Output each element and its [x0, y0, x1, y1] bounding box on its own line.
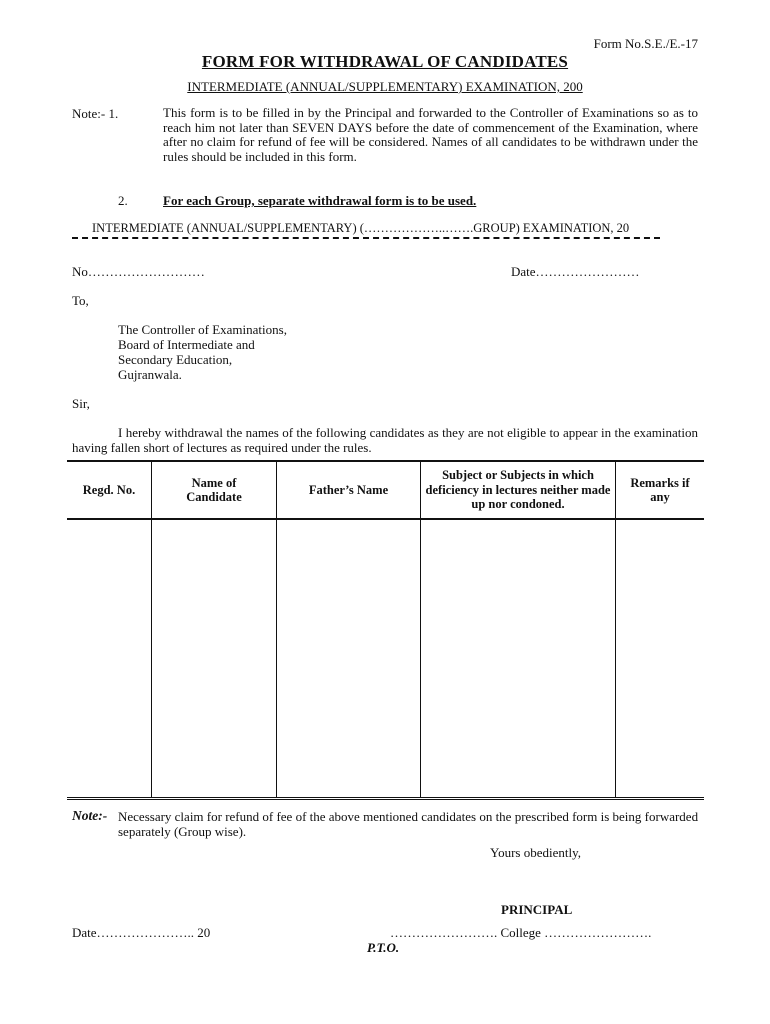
table-bottom-rule [67, 797, 704, 800]
address-line: Gujranwala. [118, 367, 182, 382]
recipient-address [118, 322, 418, 382]
header-deficient-subjects: Subject or Subjects in which deficiency in lectures neither made up nor condoned. [425, 468, 611, 512]
footer-note-text: Necessary claim for refund of fee of the above mentioned candidates on the prescribed form is being forwarded separately (Group wise). [118, 809, 699, 839]
signatory-title: PRINCIPAL [501, 902, 573, 917]
closing: Yours obediently, [490, 845, 582, 860]
college-field: ……………………. College ……………………. [390, 925, 652, 940]
date-field: Date…………………… [511, 264, 640, 279]
note-label: Note:- 1. [72, 106, 119, 121]
note-2-number: 2. [118, 193, 128, 208]
candidates-table [67, 460, 704, 800]
form-number: Form No.S.E./E.-17 [593, 36, 698, 51]
header-remarks: Remarks if any [630, 475, 690, 504]
form-title: FORM FOR WITHDRAWAL OF CANDIDATES [201, 52, 569, 71]
exam-group-line: INTERMEDIATE (ANNUAL/SUPPLEMENTARY) (………………..…….GROUP) EXAMINATION, 20 [92, 221, 630, 235]
header-candidate-name: Name of Candidate [186, 475, 242, 504]
pto-marker: P.T.O. [367, 940, 400, 955]
note-2-text: For each Group, separate withdrawal form is to be used. [163, 193, 477, 208]
letter-body: I hereby withdrawal the names of the following candidates as they are not eligible to appear in the examination having fallen short of lectures as required under the rules. [72, 425, 698, 455]
header-father-name: Father’s Name [308, 482, 389, 497]
reference-number-field: No……………………… [72, 264, 205, 279]
dashed-divider [72, 237, 660, 239]
signature-date-field: Date………………….. 20 [72, 925, 211, 940]
address-line: The Controller of Examinations, [118, 322, 287, 337]
address-line: Secondary Education, [118, 352, 233, 367]
address-line: Board of Intermediate and [118, 337, 255, 352]
salutation: Sir, [72, 396, 90, 411]
form-subtitle: INTERMEDIATE (ANNUAL/SUPPLEMENTARY) EXAMINATION, 200 [187, 79, 583, 94]
letter-to: To, [72, 293, 89, 308]
header-regd-no: Regd. No. [82, 482, 136, 497]
footer-note-label: Note:- [72, 808, 108, 823]
table-header-rule [67, 518, 704, 520]
note-1-text: This form is to be filled in by the Principal and forwarded to the Controller of Examinations so as to reach him not later than SEVEN DAYS before the date of commencement of the Examination, where after no claim for refund of fee will be considered. Names of all candidates to be withdrawn under the rules should be included in this form. [163, 105, 698, 164]
